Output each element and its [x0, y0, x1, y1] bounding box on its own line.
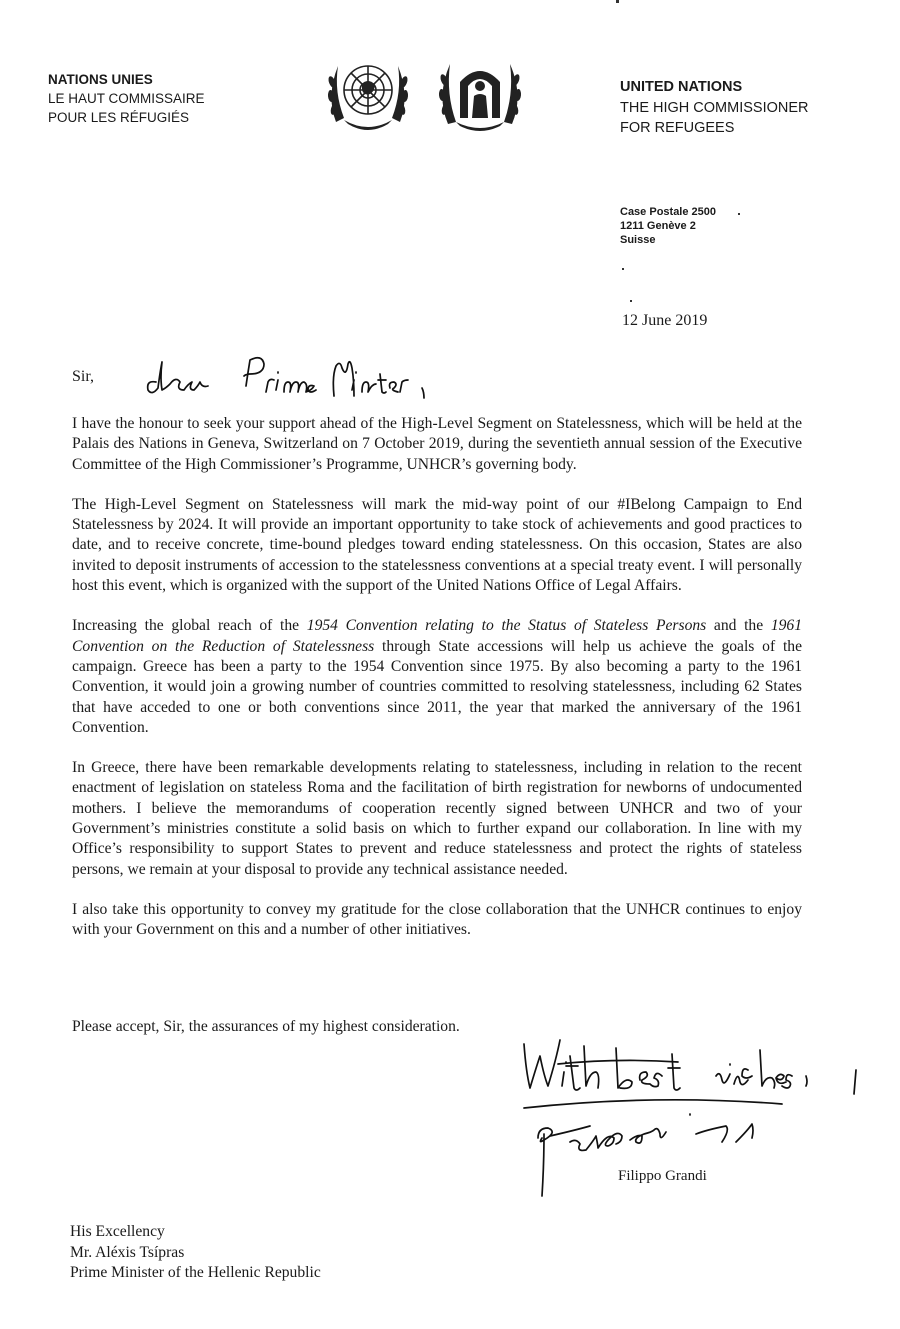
body-paragraph: I have the honour to seek your support ahead of the High-Level Segment on Statelessness, which will be held at the Palais des Nations in Geneva, Switzerland on 7 October 2019, during the seventieth annual session of the Executive Committee of the High Commissioner’s Programme, UNHCR’s governing body. — [72, 415, 802, 473]
salutation-row — [72, 356, 592, 400]
body-paragraph: In Greece, there have been remarkable developments relating to statelessness, including in relation to the recent enactment of legislation on stateless Roma and the facilitation of birth registration for newborns of undocumented mothers. I believe the memorandums of cooperation recently signed between UNHCR and two of your Government’s ministries constitute a solid basis on which to further expand our collaboration. In line with my Office’s responsibility to support States to prevent and reduce statelessness and protect the rights of stateless persons, we remain at your disposal to provide any technical assistance needed. — [72, 759, 802, 878]
header-english-line-3: FOR REFUGEES — [620, 120, 735, 136]
unhcr-emblem-icon — [434, 52, 526, 136]
recipient-line: Mr. Aléxis Tsípras — [70, 1243, 185, 1261]
paragraph-text: and the — [706, 617, 771, 635]
scan-speck — [622, 268, 624, 270]
body-paragraph: The High-Level Segment on Statelessness will mark the mid-way point of our #IBelong Campaign to End Statelessness by 2024. It will provide an important opportunity to take stock of achievements and good practices to date, and to receive concrete, time-bound pledges toward ending statelessness. On this occasion, States are also invited to deposit instruments of accession to the statelessness conventions at a special treaty event. I will personally host this event, which is organized with the support of the United Nations Office of Legal Affairs. — [72, 495, 802, 595]
letter-body — [72, 414, 802, 961]
salutation: Sir, — [72, 368, 95, 385]
scan-speck — [616, 0, 619, 3]
paragraph-text: Increasing the global reach of the — [72, 617, 307, 635]
address-line: Case Postale 2500 — [620, 206, 717, 218]
scan-speck — [630, 300, 632, 302]
recipient-line: His Excellency — [70, 1223, 165, 1240]
header-english-line-1: UNITED NATIONS — [620, 79, 743, 95]
header-french-line-1: NATIONS UNIES — [48, 72, 153, 87]
body-paragraph: I also take this opportunity to convey my gratitude for the close collaboration that the UNHCR continues to enjoy with your Government on this and a number of other initiatives. — [72, 900, 802, 939]
header-french-line-2: LE HAUT COMMISSAIRE — [48, 91, 205, 106]
paragraph-text: through State accessions will help us achieve the goals of the campaign. Greece has been a party to the 1954 Convention since 1975. By also becoming a party to the 1961 Convention, it would join a growing number of countries committed to resolving statelessness, including 62 States that have acceded to one or both conventions since 2011, the year that marked the anniversary of the 1961 Convention. — [72, 637, 802, 736]
address-line: Suisse — [620, 234, 656, 246]
scan-speck — [738, 213, 740, 215]
recipient-line: Prime Minister of the Hellenic Republic — [70, 1264, 321, 1281]
header-french — [48, 70, 205, 127]
header-english — [620, 77, 809, 139]
convention-title-1961: 1961 Convention on the Reduction of Statelessness — [72, 617, 802, 655]
header-french-line-3: POUR LES RÉFUGIÉS — [48, 110, 190, 125]
body-paragraph — [72, 616, 802, 738]
closing-line: Please accept, Sir, the assurances of my highest consideration. — [72, 1018, 460, 1035]
recipient-block — [70, 1222, 321, 1284]
un-emblem-icon — [322, 52, 414, 136]
signer-name: Filippo Grandi — [618, 1168, 707, 1184]
handwritten-salutation — [138, 356, 578, 400]
postal-address — [620, 205, 716, 247]
address-line: 1211 Genève 2 — [620, 220, 696, 232]
header-english-line-2: THE HIGH COMMISSIONER — [620, 99, 809, 116]
letter-date: 12 June 2019 — [622, 312, 708, 329]
convention-title-1954: 1954 Convention relating to the Status of Stateless Persons — [306, 617, 707, 635]
